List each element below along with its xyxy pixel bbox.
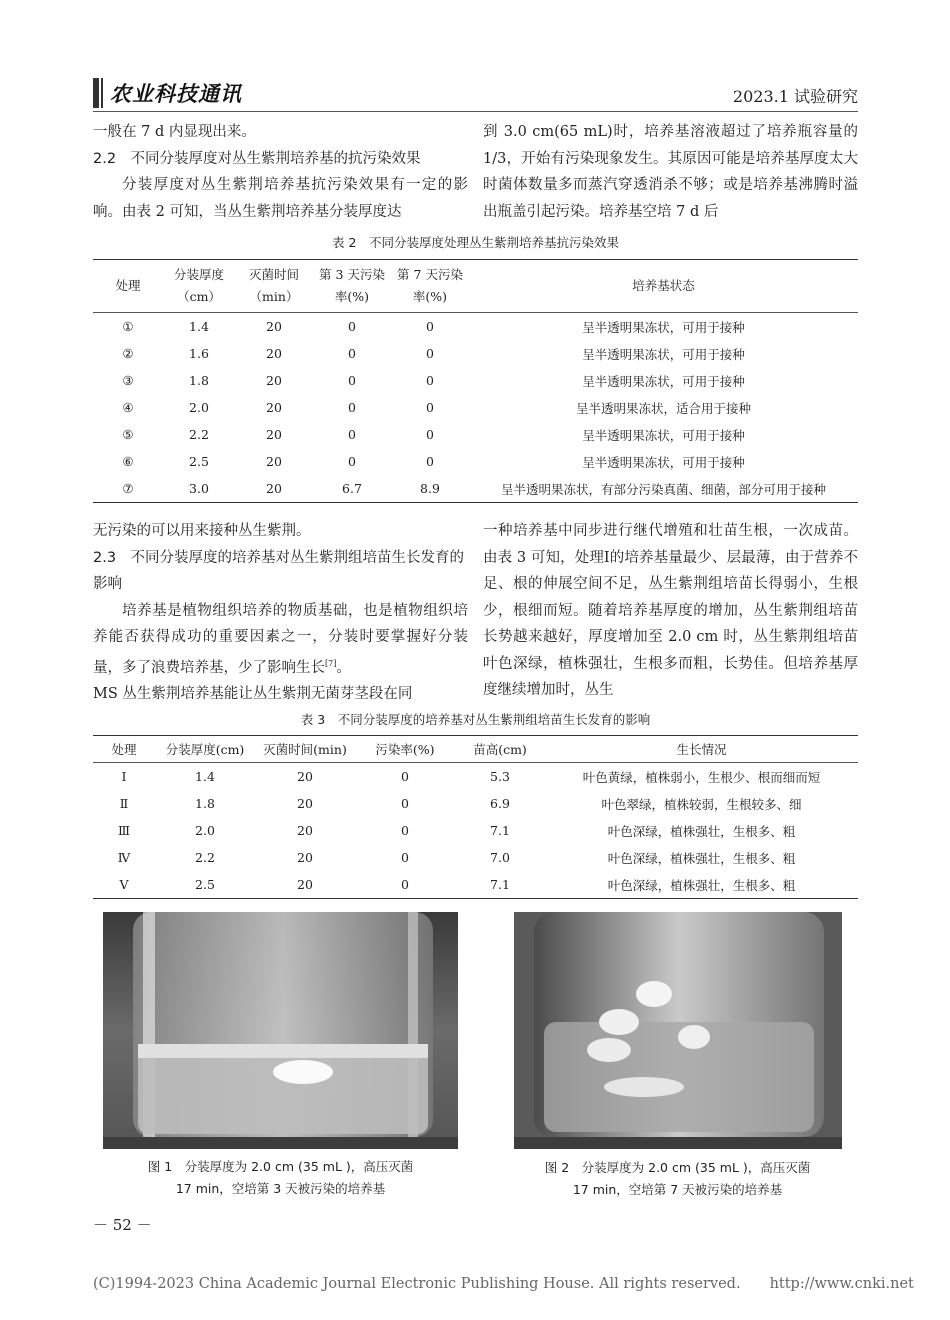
cell: 1.4: [195, 769, 215, 784]
paragraph: [93, 598, 468, 681]
cell: ④: [122, 400, 134, 415]
table-row: [93, 448, 858, 475]
header-bar-thick: [93, 78, 99, 108]
cell: ⑤: [122, 427, 134, 442]
cell: ①: [122, 319, 134, 334]
page-number: － 52 －: [93, 1216, 152, 1234]
cell: Ⅳ: [117, 850, 131, 865]
table-row: [93, 421, 858, 448]
cell: 叶色翠绿，植株较弱，生根较多、细: [601, 796, 802, 812]
table-2-caption: 表 2 不同分装厚度处理丛生紫荆培养基抗污染效果: [332, 235, 619, 250]
figure-2-caption-line2: 17 min，空培第 7 天被污染的培养基: [572, 1182, 783, 1197]
col-header: 培养基状态: [632, 278, 695, 293]
cell: 0: [348, 427, 356, 442]
paragraph-text: 培养基是植物组织培养的物质基础，也是植物组织培养能否获得成功的重要因素之一，分装时要掌握好分装量，多了浪费培养基，少了影响生长: [93, 602, 468, 676]
right-column-top: [483, 119, 858, 225]
cell: 20: [266, 427, 282, 442]
col-header: 分装厚度(cm): [165, 742, 245, 757]
cell: 6.9: [490, 796, 510, 811]
cell: 0: [348, 400, 356, 415]
cell: 20: [266, 400, 282, 415]
table-row: [93, 817, 858, 844]
cell: ③: [122, 373, 134, 388]
table-row: [93, 340, 858, 367]
cell: 20: [297, 796, 313, 811]
cell: Ⅰ: [121, 769, 127, 784]
col-header: 灭菌时间(min): [263, 742, 347, 757]
table-row: [93, 844, 858, 871]
col-header: 处理: [111, 742, 137, 757]
cell: 7.1: [490, 823, 510, 838]
figure-2-caption: [500, 1157, 855, 1201]
cell: 3.0: [189, 481, 209, 496]
cell: 0: [348, 454, 356, 469]
cell: 20: [266, 454, 282, 469]
cell: 20: [266, 373, 282, 388]
cell: 0: [401, 877, 409, 892]
cell: 2.2: [195, 850, 215, 865]
figure-1-caption: [103, 1156, 458, 1200]
figure-1-caption-line2: 17 min，空培第 3 天被污染的培养基: [175, 1181, 386, 1196]
cell: 0: [401, 850, 409, 865]
cell: 1.8: [195, 796, 215, 811]
cell: 呈半透明果冻状，有部分污染真菌、细菌，部分可用于接种: [500, 481, 826, 497]
col-header: 苗高(cm): [473, 742, 527, 757]
table-row: [93, 763, 858, 791]
header-rule: [93, 111, 858, 112]
figure-2-caption-line1: 图 2 分装厚度为 2.0 cm (35 mL )，高压灭菌: [544, 1160, 811, 1175]
figure-1-caption-line1: 图 1 分装厚度为 2.0 cm (35 mL )，高压灭菌: [147, 1159, 414, 1174]
cell: Ⅴ: [119, 877, 129, 892]
cell: 20: [266, 481, 282, 496]
cell: 0: [348, 346, 356, 361]
table-3-caption: 表 3 不同分装厚度的培养基对丛生紫荆组培苗生长发育的影响: [300, 712, 651, 727]
figure-1-photo: [103, 912, 458, 1149]
table-row: [93, 394, 858, 421]
figure-2-photo: [514, 912, 842, 1149]
col-header: 生长情况: [676, 742, 727, 757]
cell: 0: [426, 400, 434, 415]
col-header: 第 7 天污染率(%): [397, 267, 463, 304]
cell: 20: [297, 823, 313, 838]
col-header: 处理: [115, 278, 141, 293]
cell: 呈半透明果冻状，可用于接种: [582, 373, 745, 389]
table-3: [93, 735, 858, 899]
table-row: [93, 790, 858, 817]
header-bar-thin: [101, 78, 103, 108]
cell: 2.5: [189, 454, 209, 469]
right-column-mid: [483, 518, 858, 704]
cell: ⑦: [122, 481, 134, 496]
figure-1-image: [103, 912, 458, 1149]
section-heading-2-2: 2.2 不同分装厚度对丛生紫荆培养基的抗污染效果: [93, 150, 421, 167]
cell: 1.4: [189, 319, 209, 334]
table-row: [93, 475, 858, 503]
cell: 0: [426, 373, 434, 388]
cell: 叶色深绿，植株强壮，生根多、粗: [607, 850, 796, 866]
cell: 8.9: [420, 481, 440, 496]
cell: 20: [297, 769, 313, 784]
col-header: 第 3 天污染率(%): [319, 267, 385, 304]
cell: 0: [426, 454, 434, 469]
paragraph: 无污染的可以用来接种丛生紫荆。: [93, 523, 311, 539]
copyright-footer: (C)1994-2023 China Academic Journal Electronic Publishing House. All rights reserved. http://www.cnki.net: [93, 1276, 914, 1292]
paragraph-text: 。: [336, 659, 351, 676]
paragraph: 分装厚度对丛生紫荆培养基抗污染效果有一定的影响。由表 2 可知，当丛生紫荆培养基分装厚度达: [93, 177, 468, 220]
paragraph: 一种培养基中同步进行继代增殖和壮苗生根，一次成苗。由表 3 可知，处理Ⅰ的培养基量最少、层最薄，由于营养不足、根的伸展空间不足，丛生紫荆组培苗长得弱小，生根少，根细而短。随着培养基厚度的增加，丛生紫荆组培苗长势越来越好，厚度增加至 2.0 cm 时，丛生紫荆组培苗叶色深绿，植株强壮，生根多而粗，长势佳。但培养基厚度继续增加时，丛生: [483, 523, 858, 698]
table-row: [93, 871, 858, 899]
cell: ②: [122, 346, 134, 361]
cell: 2.0: [195, 823, 215, 838]
cell: 0: [348, 373, 356, 388]
table-2: [93, 259, 858, 503]
cell: Ⅲ: [117, 823, 131, 838]
paragraph: 到 3.0 cm(65 mL)时，培养基溶液超过了培养瓶容量的 1/3，开始有污染现象发生。其原因可能是培养基厚度太大时菌体数量多而蒸汽穿透消杀不够；或是培养基沸腾时溢出瓶盖引起污染。培养基空培 7 d 后: [483, 124, 858, 220]
cell: 0: [426, 427, 434, 442]
cell: 20: [266, 319, 282, 334]
cell: 呈半透明果冻状，适合用于接种: [575, 400, 751, 416]
cell: 呈半透明果冻状，可用于接种: [582, 319, 745, 335]
cell: 0: [348, 319, 356, 334]
cell: 5.3: [490, 769, 510, 784]
cell: 7.1: [490, 877, 510, 892]
paragraph: MS 丛生紫荆培养基能让丛生紫荆无菌芽茎段在同: [93, 685, 413, 702]
col-header: 污染率(%): [375, 742, 435, 757]
cell: 0: [426, 346, 434, 361]
cell: 叶色深绿，植株强壮，生根多、粗: [607, 877, 796, 893]
cell: 0: [401, 796, 409, 811]
cell: 呈半透明果冻状，可用于接种: [582, 427, 745, 443]
col-header: 分装厚度（cm）: [173, 267, 224, 304]
cell: 7.0: [490, 850, 510, 865]
col-header: 灭菌时间（min）: [248, 267, 299, 304]
cell: 叶色黄绿，植株弱小，生根少、根而细而短: [582, 769, 821, 785]
cell: 叶色深绿，植株强壮，生根多、粗: [607, 823, 796, 839]
cell: 2.2: [189, 427, 209, 442]
cell: 2.0: [189, 400, 209, 415]
cell: 20: [266, 346, 282, 361]
cell: 2.5: [195, 877, 215, 892]
table-row: [93, 313, 858, 341]
cell: 0: [426, 319, 434, 334]
cell: 6.7: [342, 481, 362, 496]
left-column-top: [93, 119, 468, 225]
paragraph: 一般在 7 d 内显现出来。: [93, 124, 256, 140]
cell: 1.8: [189, 373, 209, 388]
cell: 呈半透明果冻状，可用于接种: [582, 346, 745, 362]
section-heading-2-3: 2.3 不同分装厚度的培养基对丛生紫荆组培苗生长发育的影响: [93, 549, 465, 592]
left-column-mid: [93, 518, 468, 707]
citation: [7]: [325, 658, 337, 668]
cell: 0: [401, 823, 409, 838]
cell: 0: [401, 769, 409, 784]
figure-2-image: [514, 912, 842, 1149]
issue-label: 2023.1 试验研究: [732, 87, 858, 106]
journal-name: 农业科技通讯: [110, 81, 242, 106]
cell: 呈半透明果冻状，可用于接种: [582, 454, 745, 470]
cell: Ⅱ: [119, 796, 129, 811]
cell: 20: [297, 850, 313, 865]
table-row: [93, 367, 858, 394]
cell: ⑥: [122, 454, 134, 469]
cell: 20: [297, 877, 313, 892]
cell: 1.6: [189, 346, 209, 361]
